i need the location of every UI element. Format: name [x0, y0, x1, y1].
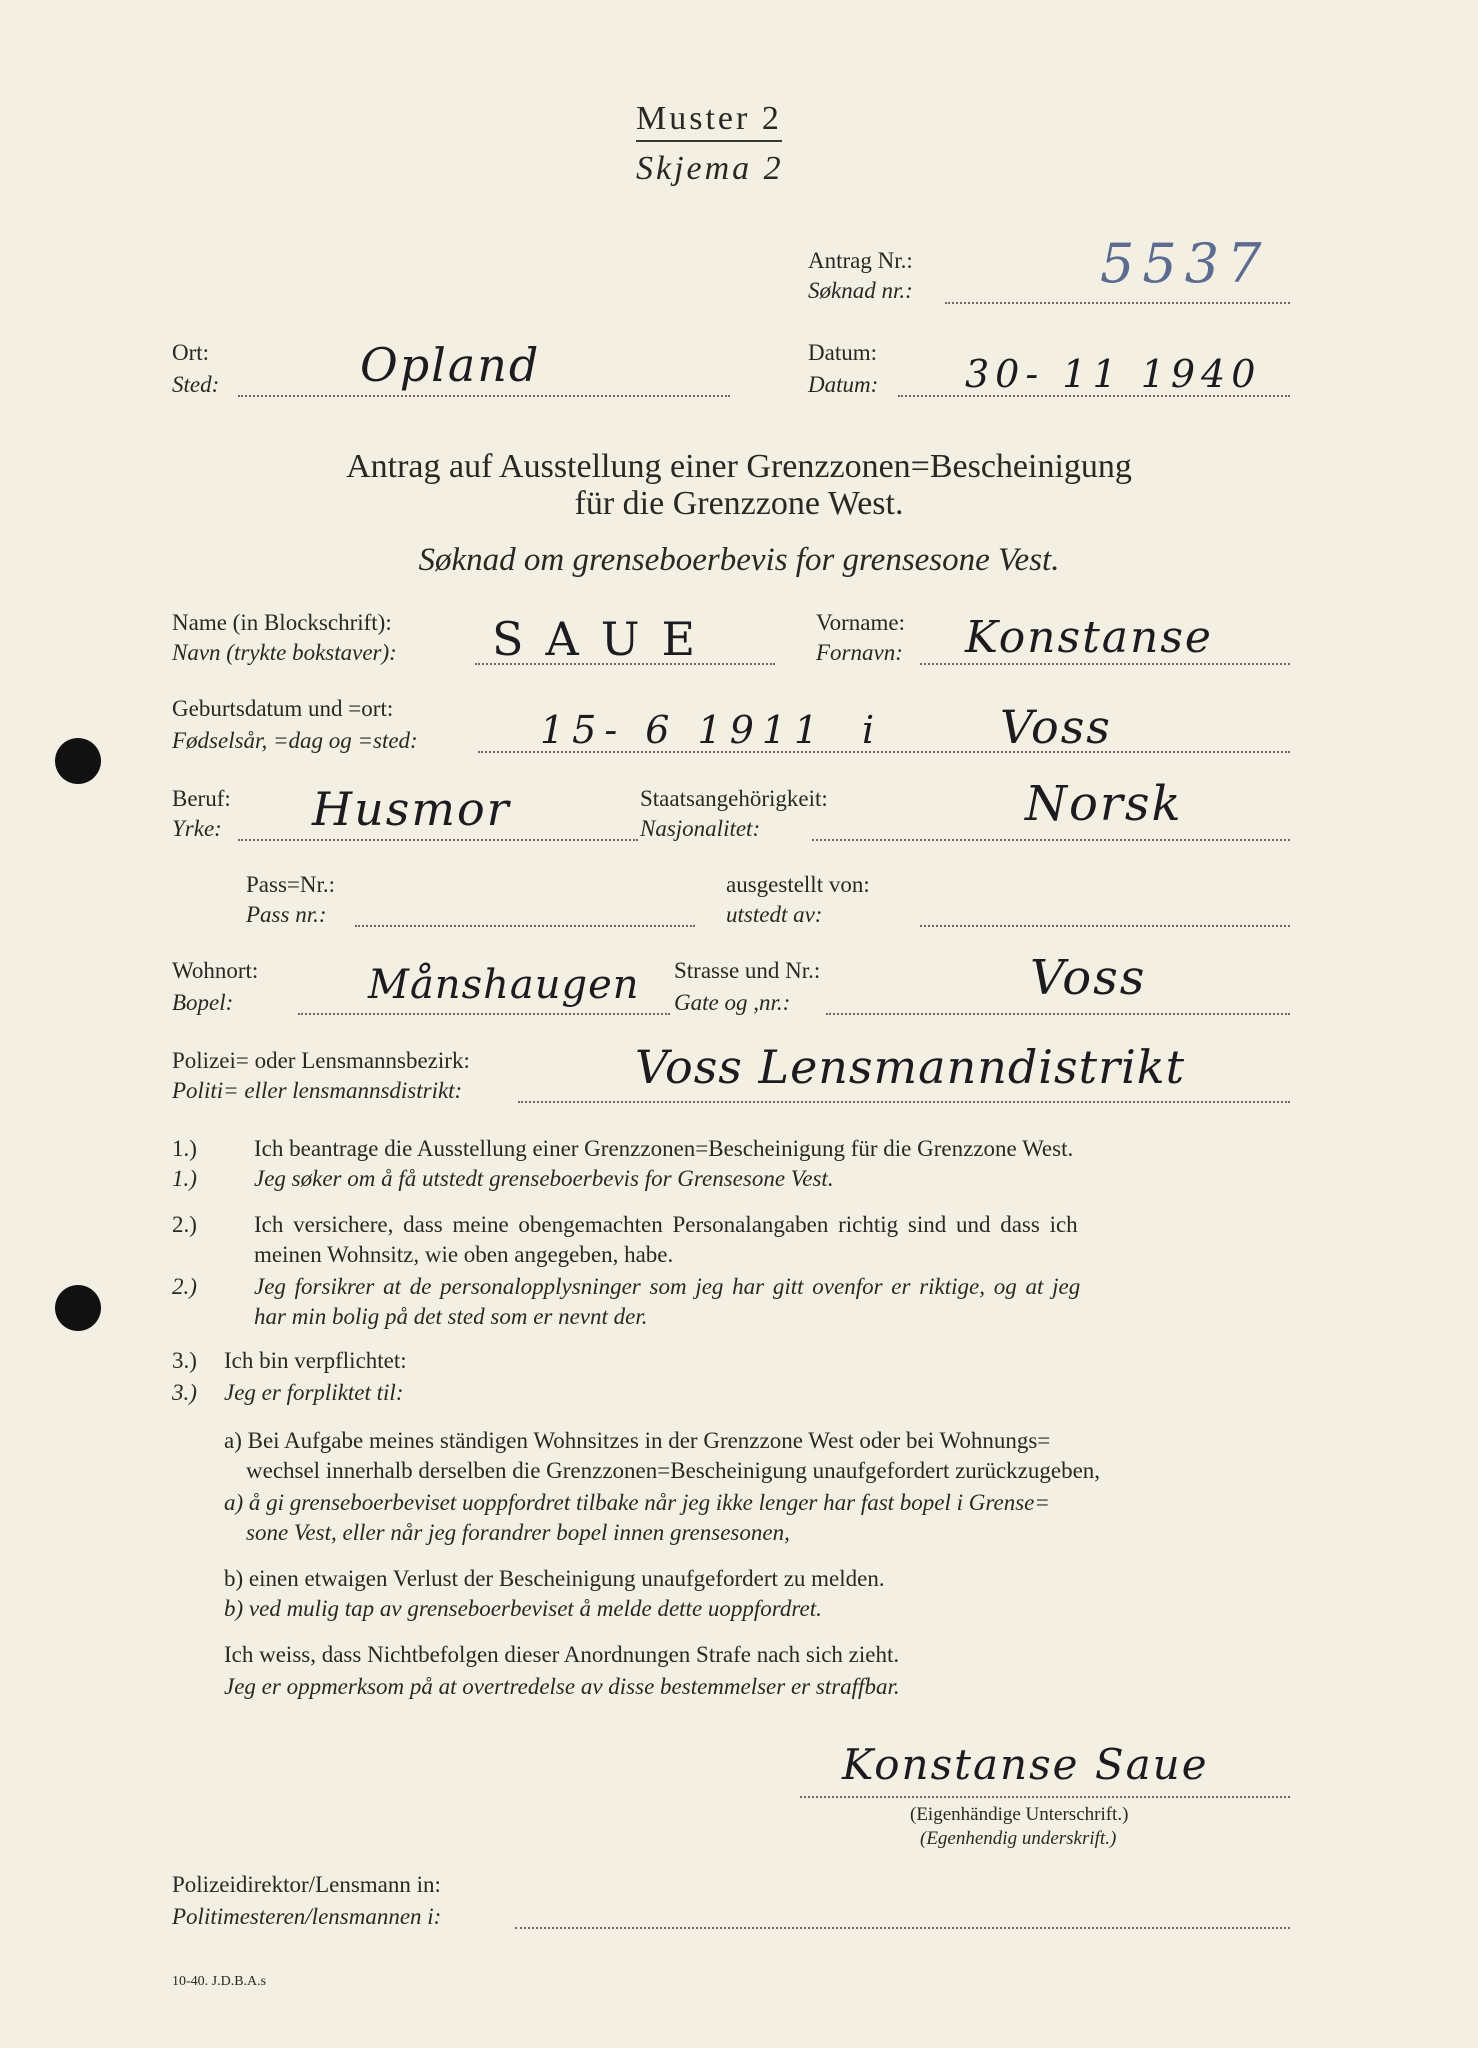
antrag-dots	[945, 302, 1290, 304]
name-value: SAUE	[492, 612, 718, 666]
staat-label-de: Staatsangehörigkeit:	[640, 786, 828, 811]
vorname-label-no: Fornavn:	[816, 640, 903, 665]
ausgestellt-dots	[920, 925, 1290, 927]
antrag-label-no: Søknad nr.:	[808, 278, 913, 303]
item-3a-text-de-1: a) Bei Aufgabe meines ständigen Wohnsitzes in der Grenzzone West oder bei Wohnungs=	[224, 1428, 1051, 1453]
ausgestellt-label-no: utstedt av:	[726, 902, 823, 927]
footer-label-no: Politimesteren/lensmannen i:	[172, 1904, 442, 1929]
item-1-number-de: 1.)	[172, 1136, 197, 1161]
punch-hole-top	[55, 738, 101, 784]
beruf-label-no: Yrke:	[172, 816, 222, 841]
item-3a-text-de-2: wechsel innerhalb derselben die Grenzzonen=Bescheinigung unaufgefordert zurückzugeben,	[246, 1458, 1101, 1483]
heading-de-line1: Antrag auf Ausstellung einer Grenzzonen=Bescheinigung	[346, 448, 1132, 485]
item-3-text-no: Jeg er forpliktet til:	[224, 1380, 404, 1405]
geburt-place: Voss	[1000, 700, 1112, 754]
name-label-de: Name (in Blockschrift):	[172, 610, 392, 635]
antrag-label-de: Antrag Nr.:	[808, 248, 913, 273]
footer-label-de: Polizeidirektor/Lensmann in:	[172, 1872, 441, 1897]
item-1-text-de: Ich beantrage die Ausstellung einer Grenzzonen=Bescheinigung für die Grenzzone West.	[254, 1136, 1074, 1161]
ort-value: Opland	[360, 338, 541, 392]
geburt-label-no: Fødselsår, =dag og =sted:	[172, 728, 418, 753]
beruf-value: Husmor	[312, 782, 511, 836]
signature-label-no: (Egenhendig underskrift.)	[920, 1828, 1117, 1849]
item-2-text-de-1: Ich versichere, dass meine obengemachten Personalangaben richtig sind und dass ich	[254, 1212, 1078, 1237]
penalty-text-no: Jeg er oppmerksom på at overtredelse av disse bestemmelser er straffbar.	[224, 1674, 900, 1699]
strasse-label-no: Gate og ,nr.:	[674, 990, 791, 1015]
item-2-text-de-2: meinen Wohnsitz, wie oben angegeben, habe.	[254, 1242, 674, 1267]
ausgestellt-label-de: ausgestellt von:	[726, 872, 870, 897]
wohnort-value: Månshaugen	[368, 962, 640, 1008]
wohnort-label-de: Wohnort:	[172, 958, 259, 983]
staat-label-no: Nasjonalitet:	[640, 816, 761, 841]
item-2-number-no: 2.)	[172, 1274, 197, 1299]
ort-dots	[238, 395, 730, 397]
datum-value: 30- 11 1940	[965, 352, 1262, 396]
vorname-value: Konstanse	[965, 612, 1213, 663]
heading-no: Søknad om grenseboerbevis for grensesone Vest.	[418, 542, 1060, 578]
form-title-de: Muster 2	[636, 100, 782, 142]
pass-dots	[355, 925, 695, 927]
item-3-number-de: 3.)	[172, 1348, 197, 1373]
wohnort-label-no: Bopel:	[172, 990, 234, 1015]
strasse-dots	[826, 1013, 1290, 1015]
item-2-text-no-2: har min bolig på det sted som er nevnt der.	[254, 1304, 648, 1329]
datum-label-no: Datum:	[808, 372, 879, 397]
strasse-label-de: Strasse und Nr.:	[674, 958, 821, 983]
item-2-text-no-1: Jeg forsikrer at de personalopplysninger som jeg har gitt ovenfor er riktige, og at jeg	[254, 1274, 1081, 1299]
pass-label-de: Pass=Nr.:	[246, 872, 336, 897]
vorname-dots	[920, 663, 1290, 665]
footer-dots	[515, 1927, 1290, 1929]
geburt-sep: i	[862, 708, 877, 752]
item-3a-text-no-2: sone Vest, eller når jeg forandrer bopel innen grensesonen,	[246, 1520, 790, 1545]
heading-de-line2: für die Grenzzone West.	[574, 485, 904, 522]
signature-value: Konstanse Saue	[842, 1740, 1209, 1789]
signature-label-de: (Eigenhändige Unterschrift.)	[910, 1804, 1129, 1825]
polizei-value: Voss Lensmanndistrikt	[635, 1040, 1186, 1094]
item-3a-text-no-1: a) å gi grenseboerbeviset uoppfordret tilbake når jeg ikke lenger har fast bopel i Grense=	[224, 1490, 1050, 1515]
polizei-dots	[518, 1101, 1290, 1103]
ort-label-no: Sted:	[172, 372, 220, 397]
item-3-text-de: Ich bin verpflichtet:	[224, 1348, 407, 1373]
polizei-label-de: Polizei= oder Lensmannsbezirk:	[172, 1048, 470, 1073]
item-3b-text-de: b) einen etwaigen Verlust der Bescheinigung unaufgefordert zu melden.	[224, 1566, 885, 1591]
vorname-label-de: Vorname:	[816, 610, 906, 635]
wohnort-dots	[298, 1013, 670, 1015]
beruf-dots	[238, 839, 638, 841]
staat-value: Norsk	[1025, 776, 1183, 832]
pass-label-no: Pass nr.:	[246, 902, 327, 927]
form-title-no: Skjema 2	[636, 150, 784, 187]
punch-hole-bottom	[55, 1285, 101, 1331]
geburt-label-de: Geburtsdatum und =ort:	[172, 696, 394, 721]
signature-dots	[800, 1796, 1290, 1798]
name-label-no: Navn (trykte bokstaver):	[172, 640, 397, 665]
datum-label-de: Datum:	[808, 340, 877, 365]
polizei-label-no: Politi= eller lensmannsdistrikt:	[172, 1078, 463, 1103]
printer-mark: 10-40. J.D.B.A.s	[172, 1974, 267, 1989]
item-3b-text-no: b) ved mulig tap av grenseboerbeviset å melde dette uoppfordret.	[224, 1596, 822, 1621]
antrag-number: 5537	[1100, 232, 1270, 295]
strasse-value: Voss	[1030, 950, 1147, 1006]
item-1-text-no: Jeg søker om å få utstedt grenseboerbevis for Grensesone Vest.	[254, 1166, 834, 1191]
beruf-label-de: Beruf:	[172, 786, 231, 811]
item-2-number-de: 2.)	[172, 1212, 197, 1237]
item-1-number-no: 1.)	[172, 1166, 197, 1191]
penalty-text-de: Ich weiss, dass Nichtbefolgen dieser Anordnungen Strafe nach sich zieht.	[224, 1642, 900, 1667]
ort-label-de: Ort:	[172, 340, 210, 365]
staat-dots	[812, 839, 1290, 841]
item-3-number-no: 3.)	[172, 1380, 197, 1405]
geburt-date: 15- 6 1911	[540, 708, 827, 752]
